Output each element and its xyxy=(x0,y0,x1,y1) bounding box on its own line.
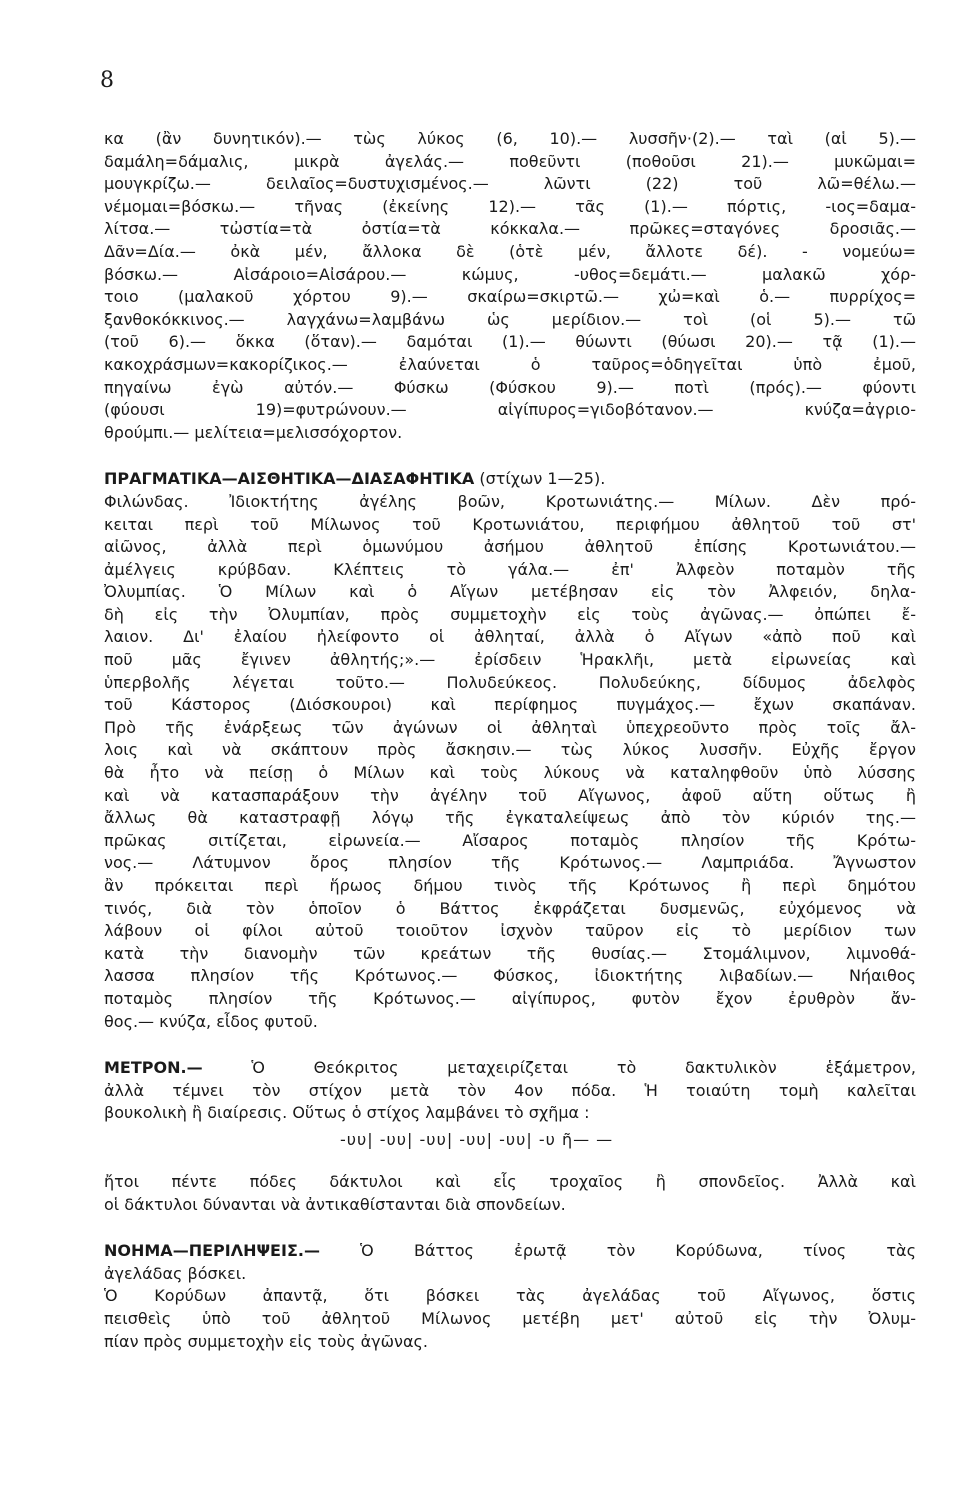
text-line xyxy=(104,1057,916,1080)
meaning-section xyxy=(104,1240,916,1353)
metre-intro: Ὁ Θεόκριτος μεταχειρίζεται τὸ δακτυλικὸν ἑξάμετρον, xyxy=(202,1058,916,1078)
page-body xyxy=(104,128,916,1353)
text-line: λαιον. Δι' ἐλαίου ἠλείφοντο οἱ ἀθληταί, ἀλλὰ ὁ Αἴγων «ἀπὸ ποῦ καὶ xyxy=(104,627,916,647)
text-line: θος.— κνύζα, εἶδος φυτοῦ. xyxy=(104,1011,318,1031)
text-line: λάβουν οἱ φίλοι αὐτοῦ τοιοῦτον ἰσχνὸν ταῦρον εἰς τὸ μερίδιον των xyxy=(104,921,916,941)
text-line: κακοχράσμων=κακορίζικος.— ἐλαύνεται ὁ ταῦρος=ὁδηγεῖται ὑπὸ ἐμοῦ, xyxy=(104,354,916,374)
text-line: δὴ εἰς τὴν Ὀλυμπίαν, πρὸς συμμετοχὴν εἰς τοὺς ἀγῶνας.— ὀπώπει ἔ- xyxy=(104,604,916,624)
metre-section xyxy=(104,1057,916,1216)
text-line: (φύουσι 19)=φυτρώνουν.— αἰγίπυρος=γιδοβότανον.— κνύζα=ἀγριο- xyxy=(104,400,916,420)
text-line: θρούμπι.— μελίτεια=μελισσόχορτον. xyxy=(104,422,403,442)
text-line: ὑπερβολῆς λέγεται τοῦτο.— Πολυδεύκεος. Πολυδεύκης, δίδυμος ἀδελφὸς xyxy=(104,672,916,692)
text-line: Ὁ Κορύδων ἀπαντᾷ, ὅτι βόσκει τὰς ἀγελάδας τοῦ Αἴγωνος, ὅστις xyxy=(104,1286,916,1306)
text-line: λοις καὶ νὰ σκάπτουν πρὸς ἄσκησιν.— τὼς λύκος λυσσῆν. Εὐχῆς ἔργον xyxy=(104,740,916,760)
text-line xyxy=(104,1240,916,1263)
text-line: βουκολικὴ ἢ διαίρεσις. Οὕτως ὁ στίχος λαμβάνει τὸ σχῆμα : xyxy=(104,1103,590,1123)
text-line: καὶ νὰ κατασπαράξουν τὴν ἀγέλην τοῦ Αἴγωνος, ἀφοῦ αὕτη οὕτως ἢ xyxy=(104,785,916,805)
text-line: νέμομαι=βόσκω.— τῆνας (ἐκείνης 12).— τᾶς (1).— πόρτις, -ιος=δαμα- xyxy=(104,196,916,216)
text-line: ἄλλως θὰ καταστραφῇ λόγῳ τῆς ἐγκαταλείψεως ἀπὸ τὸν κύριόν της.— xyxy=(104,808,916,828)
text-line: ἀγελάδας βόσκει. xyxy=(104,1263,247,1283)
page-number: 8 xyxy=(100,68,114,93)
text-line: τοῦ Κάστορος (Διόσκουροι) καὶ περίφημος πυγμάχος.— ἔχων σκαπάναν. xyxy=(104,695,916,715)
text-line: Φιλώνδας. Ἰδιοκτήτης ἀγέλης βοῶν, Κροτωνιάτης.— Μίλων. Δὲν πρό- xyxy=(104,491,916,511)
text-line: πρῶκας σιτίζεται, εἰρωνεία.— Αἴσαρος ποταμὸς πλησίον τῆς Κρότω- xyxy=(104,830,916,850)
vocabulary-section xyxy=(104,128,916,444)
meaning-heading: ΝΟΗΜΑ—ΠΕΡΙΛΗΨΕΙΣ.— xyxy=(104,1241,320,1261)
text-line: τινός, διὰ τὸν ὁποῖον ὁ Βάττος ἐκφράζεται δυσμενῶς, εὐχόμενος νὰ xyxy=(104,898,916,918)
metre-heading: ΜΕΤΡΟΝ.— xyxy=(104,1058,203,1078)
text-line: ποῦ μᾶς ἔγινεν ἀθλητής;».— ἐρίσδειν Ἡρακλῆι, μετὰ εἰρωνείας καὶ xyxy=(104,650,916,670)
text-line: Δᾶν=Δία.— ὀκὰ μέν, ἄλλοκα δὲ (ὁτὲ μέν, ἄλλοτε δέ). - νομεύω= xyxy=(104,241,916,261)
text-line: θὰ ἦτο νὰ πείσῃ ὁ Μίλων καὶ τοὺς λύκους νὰ καταληφθοῦν ὑπὸ λύσσης xyxy=(104,763,916,783)
text-line: κα (ἂν δυνητικόν).— τὼς λύκος (6, 10).— λυσσῆν·(2).— ταὶ (αἱ 5).— xyxy=(104,129,916,148)
text-line: (τοῦ 6).— ὅκκα (ὅταν).— δαμόται (1).— θύωντι (θύωσι 20).— τᾷ (1).— xyxy=(104,332,916,352)
text-line: ποταμὸς πλησίον τῆς Κρότωνος.— αἰγίπυρος, φυτὸν ἔχον ἐρυθρὸν ἄν- xyxy=(104,988,916,1008)
text-line: ἤτοι πέντε πόδες δάκτυλοι καὶ εἷς τροχαῖος ἢ σπονδεῖος. Ἀλλὰ καὶ xyxy=(104,1171,916,1191)
text-line: λίτσα.— τὠστία=τὰ ὀστία=τὰ κόκκαλα.— πρῶκες=σταγόνες δροσιᾶς.— xyxy=(104,219,916,239)
text-line: ἂν πρόκειται περὶ ἥρωος δήμου τινὸς τῆς Κρότωνος ἢ περὶ δημότου xyxy=(104,876,916,895)
text-line: λασσα πλησίον τῆς Κρότωνος.— Φύσκος, ἰδιοκτήτης λιβαδίων.— Νήαιθος xyxy=(104,966,916,986)
text-line: Πρὸ τῆς ἐνάρξεως τῶν ἀγώνων οἱ ἀθληταὶ ὑπεχρεοῦντο πρὸς τοῖς ἄλ- xyxy=(104,717,916,737)
realia-heading: ΠΡΑΓΜΑΤΙΚΑ—ΑΙΣΘΗΤΙΚΑ—ΔΙΑΣΑΦΗΤΙΚΑ xyxy=(104,469,475,489)
text-line: ἀλλὰ τέμνει τὸν στίχον μετὰ τὸν 4ον πόδα. Ἡ τοιαύτη τομὴ καλεῖται xyxy=(104,1080,916,1100)
text-line: πηγαίνω ἐγὼ αὐτόν.— Φύσκω (Φύσκου 9).— ποτὶ (πρός).— φύοντι xyxy=(104,377,916,397)
text-line: πεισθεὶς ὑπὸ τοῦ ἀθλητοῦ Μίλωνος μετέβη μετ' αὐτοῦ εἰς τὴν Ὀλυμ- xyxy=(104,1308,916,1328)
text-line: μουγκρίζω.— δειλαῖος=δυστυχισμένος.— λῶντι (22) τοῦ λῶ=θέλω.— xyxy=(104,174,916,194)
text-line: Ὀλυμπίας. Ὁ Μίλων καὶ ὁ Αἴγων μετέβησαν εἰς τὸν Ἀλφειόν, δηλα- xyxy=(104,582,916,602)
text-line: ξανθοκόκκινος.— λαγχάνω=λαμβάνω ὡς μερίδιον.— τοὶ (οἱ 5).— τῶ xyxy=(104,309,916,329)
realia-section xyxy=(104,468,916,1033)
text-line: τοιο (μαλακοῦ χόρτου 9).— σκαίρω=σκιρτῶ.— χὠ=καὶ ὁ.— πυρρίχος= xyxy=(104,287,916,307)
meaning-intro: Ὁ Βάττος ἐρωτᾷ τὸν Κορύδωνα, τίνος τὰς xyxy=(319,1241,916,1261)
text-line: κατὰ τὴν διανομὴν τῶν κρεάτων τῆς θυσίας.— Στομάλιμνον, λιμνοθά- xyxy=(104,943,916,963)
realia-heading-note: (στίχων 1—25). xyxy=(474,469,606,489)
text-line: κειται περὶ τοῦ Μίλωνος τοῦ Κροτωνιάτου, περιφήμου ἀθλητοῦ τοῦ στ' xyxy=(104,514,916,534)
text-line: ἀμέλγεις κρύβδαν. Κλέπτεις τὸ γάλα.— ἐπ' Ἀλφεὸν ποταμὸν τῆς xyxy=(104,559,916,579)
text-line: πίαν πρὸς συμμετοχὴν εἰς τοὺς ἀγῶνας. xyxy=(104,1331,428,1351)
text-line: αἰῶνος, ἀλλὰ περὶ ὁμωνύμου ἀσήμου ἀθλητοῦ ἐπίσης Κροτωνιάτου.— xyxy=(104,537,916,557)
text-line: δαμάλη=δάμαλις, μικρὰ ἀγελάς.— ποθεῦντι (ποθοῦσι 21).— μυκῶμαι= xyxy=(104,151,916,171)
metrical-scheme: -υυ| -υυ| -υυ| -υυ| -υυ| -υ ῆ— — xyxy=(340,1129,614,1149)
text-line: οἱ δάκτυλοι δύνανται νὰ ἀντικαθίστανται διὰ σπονδείων. xyxy=(104,1194,566,1214)
section-heading-line xyxy=(104,468,916,491)
text-line: νος.— Λάτυμνον ὄρος πλησίον τῆς Κρότωνος.— Λαμπριάδα. Ἄγνωστον xyxy=(104,853,916,873)
text-line: βόσκω.— Αἰσάροιο=Αἰσάρου.— κώμυς, -υθος=δεμάτι.— μαλακῶ χόρ- xyxy=(104,264,916,284)
